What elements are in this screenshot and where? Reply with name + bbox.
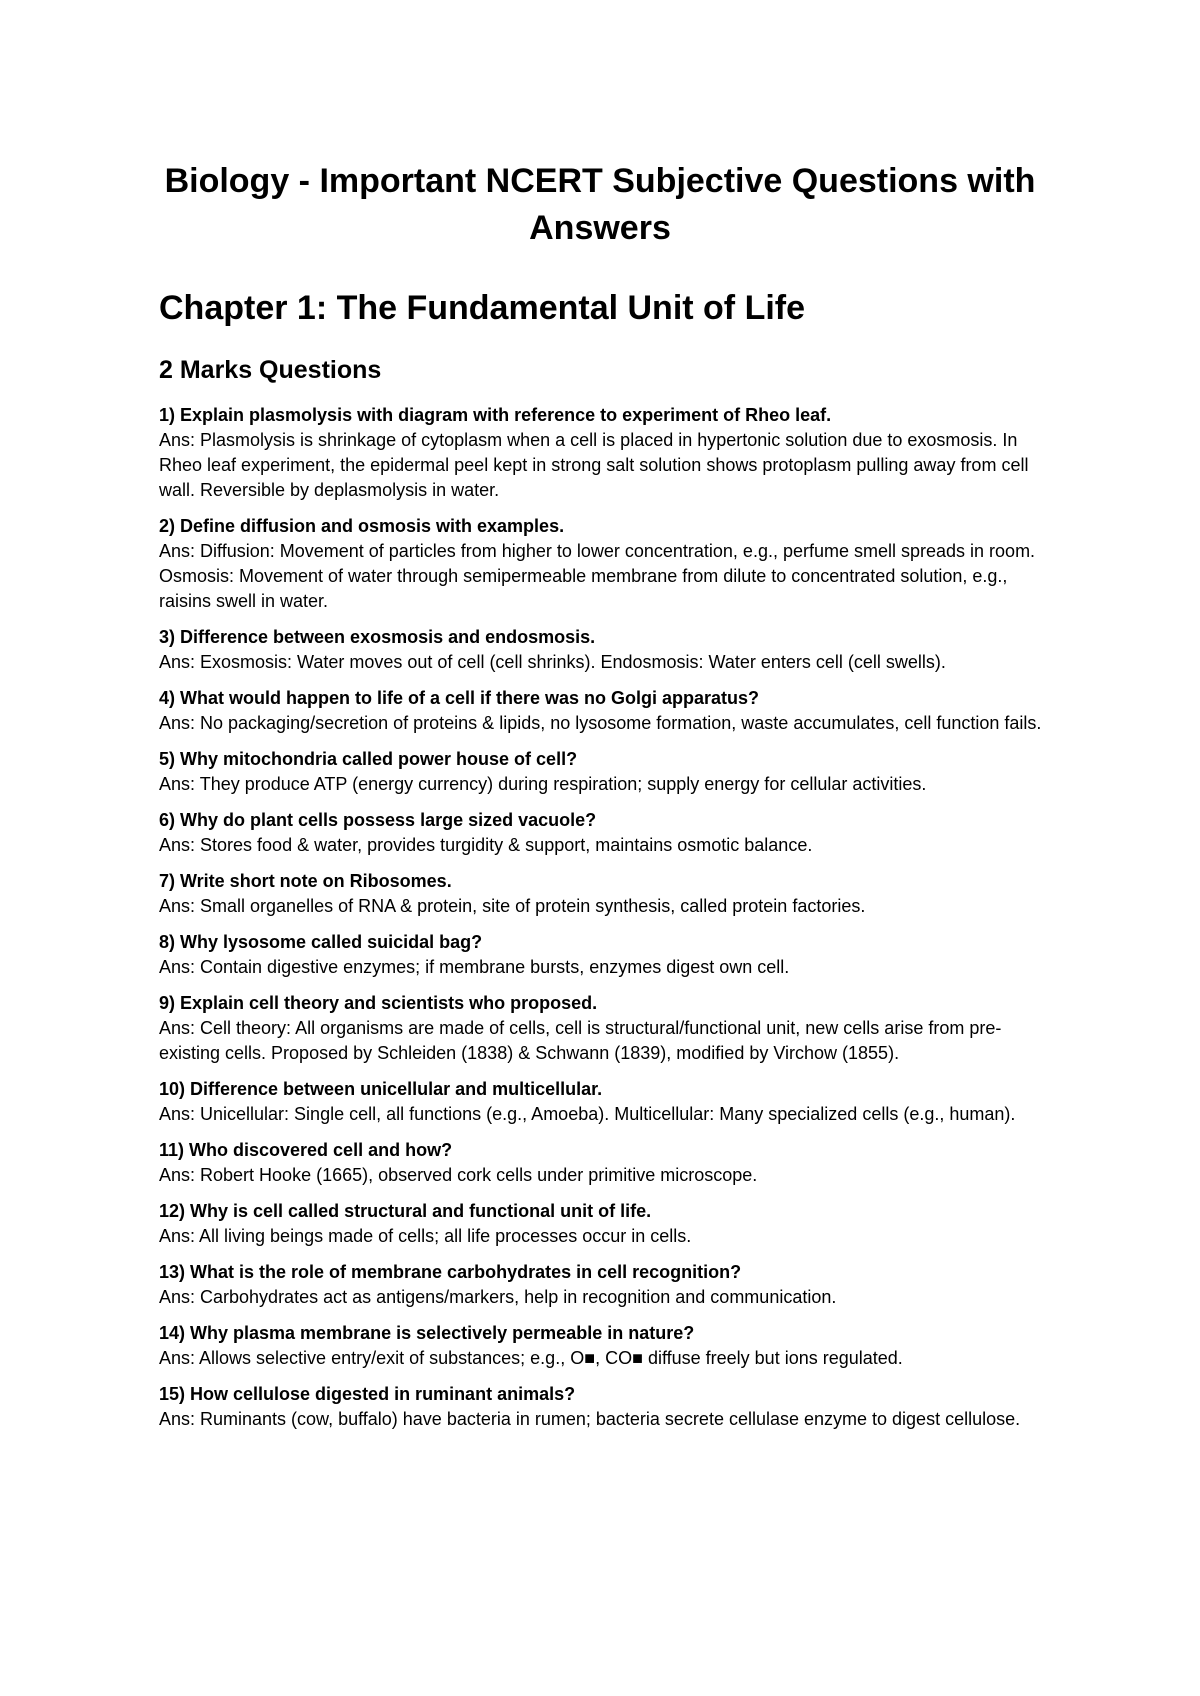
question-text: 11) Who discovered cell and how?	[159, 1140, 453, 1160]
answer-text: Ans: Diffusion: Movement of particles from higher to lower concentration, e.g., perfume smell spreads in room. Osmosis: Movement of water through semipermeable membrane from dilute to concentrated solution, e.g., raisins swell in water.	[159, 541, 1036, 611]
answer-text: Ans: No packaging/secretion of proteins & lipids, no lysosome formation, waste accumulates, cell function fails.	[159, 713, 1042, 733]
question-text: 12) Why is cell called structural and functional unit of life.	[159, 1201, 652, 1221]
question-text: 13) What is the role of membrane carbohydrates in cell recognition?	[159, 1262, 742, 1282]
question-text: 9) Explain cell theory and scientists who proposed.	[159, 993, 598, 1013]
answer-text: Ans: Exosmosis: Water moves out of cell (cell shrinks). Endosmosis: Water enters cell (cell swells).	[159, 652, 946, 672]
question-item	[159, 1199, 1059, 1249]
question-item	[159, 991, 1059, 1066]
question-item	[159, 808, 1059, 858]
answer-text: Ans: Contain digestive enzymes; if membrane bursts, enzymes digest own cell.	[159, 957, 790, 977]
answer-text: Ans: They produce ATP (energy currency) during respiration; supply energy for cellular activities.	[159, 774, 927, 794]
question-item	[159, 1138, 1059, 1188]
question-text: 3) Difference between exosmosis and endosmosis.	[159, 627, 596, 647]
question-item	[159, 1382, 1059, 1432]
question-item	[159, 514, 1059, 614]
answer-text: Ans: Allows selective entry/exit of substances; e.g., O■, CO■ diffuse freely but ions regulated.	[159, 1348, 903, 1368]
answer-text: Ans: Unicellular: Single cell, all functions (e.g., Amoeba). Multicellular: Many specialized cells (e.g., human).	[159, 1104, 1016, 1124]
question-item	[159, 403, 1059, 503]
answer-text: Ans: Small organelles of RNA & protein, site of protein synthesis, called protein factories.	[159, 896, 866, 916]
question-item	[159, 1077, 1059, 1127]
answer-text: Ans: Cell theory: All organisms are made of cells, cell is structural/functional unit, new cells arise from pre-existing cells. Proposed by Schleiden (1838) & Schwann (1839), modified by Virchow (1855).	[159, 1018, 1002, 1063]
question-text: 10) Difference between unicellular and multicellular.	[159, 1079, 603, 1099]
document-title: Biology - Important NCERT Subjective Questions with Answers	[164, 162, 1036, 247]
question-text: 4) What would happen to life of a cell if there was no Golgi apparatus?	[159, 688, 760, 708]
question-text: 2) Define diffusion and osmosis with examples.	[159, 516, 565, 536]
question-item	[159, 686, 1059, 736]
question-item	[159, 747, 1059, 797]
question-text: 8) Why lysosome called suicidal bag?	[159, 932, 483, 952]
question-list	[159, 403, 1059, 1443]
question-text: 15) How cellulose digested in ruminant animals?	[159, 1384, 576, 1404]
question-text: 5) Why mitochondria called power house of cell?	[159, 749, 578, 769]
section-title: 2 Marks Questions	[159, 356, 382, 384]
chapter-title: Chapter 1: The Fundamental Unit of Life	[159, 289, 806, 327]
question-item	[159, 1260, 1059, 1310]
question-text: 7) Write short note on Ribosomes.	[159, 871, 452, 891]
question-text: 1) Explain plasmolysis with diagram with reference to experiment of Rheo leaf.	[159, 405, 832, 425]
question-item	[159, 625, 1059, 675]
question-text: 6) Why do plant cells possess large sized vacuole?	[159, 810, 597, 830]
answer-text: Ans: Plasmolysis is shrinkage of cytoplasm when a cell is placed in hypertonic solution due to exosmosis. In Rheo leaf experiment, the epidermal peel kept in strong salt solution shows protoplasm pulling away from cell wall. Reversible by deplasmolysis in water.	[159, 430, 1029, 500]
answer-text: Ans: Stores food & water, provides turgidity & support, maintains osmotic balance.	[159, 835, 813, 855]
question-item	[159, 1321, 1059, 1371]
question-item	[159, 930, 1059, 980]
question-text: 14) Why plasma membrane is selectively permeable in nature?	[159, 1323, 695, 1343]
answer-text: Ans: Robert Hooke (1665), observed cork cells under primitive microscope.	[159, 1165, 758, 1185]
answer-text: Ans: Carbohydrates act as antigens/markers, help in recognition and communication.	[159, 1287, 837, 1307]
question-item	[159, 869, 1059, 919]
answer-text: Ans: All living beings made of cells; all life processes occur in cells.	[159, 1226, 692, 1246]
answer-text: Ans: Ruminants (cow, buffalo) have bacteria in rumen; bacteria secrete cellulase enzyme to digest cellulose.	[159, 1409, 1021, 1429]
